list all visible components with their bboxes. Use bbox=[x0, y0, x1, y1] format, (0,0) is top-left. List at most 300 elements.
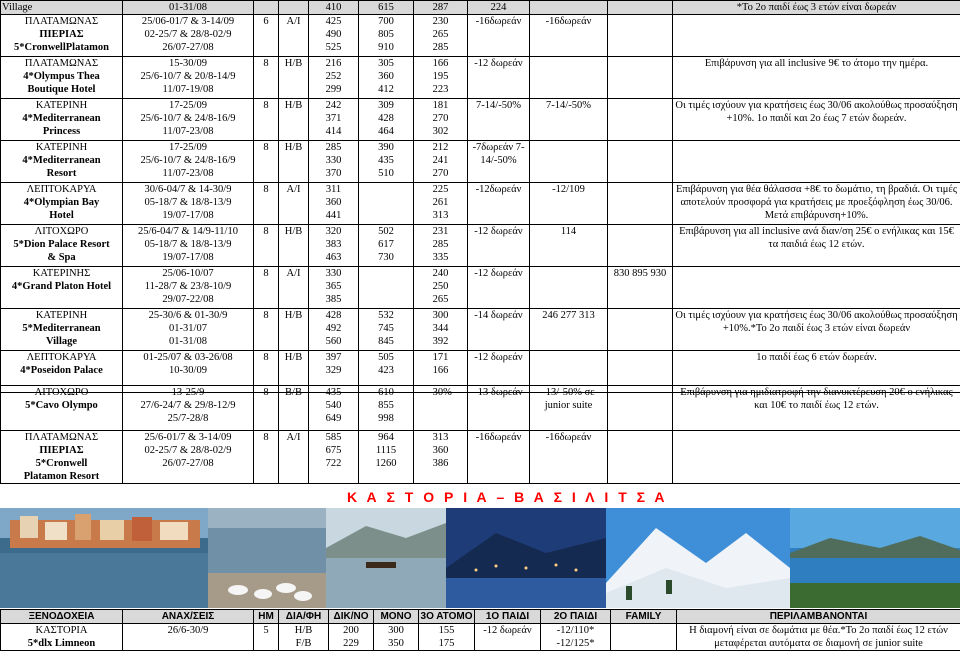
price-value: 225 bbox=[432, 184, 449, 195]
notes-cell: Οι τιμές ισχύουν για κρατήσεις έως 30/06 ακολούθως προσαύξηση +10%. 1ο παιδί και 2ο έως 7 ετών δωρεάν. bbox=[673, 99, 960, 141]
date-value: 25/6-10/7 & 24/8-16/9 bbox=[140, 155, 236, 166]
notes-cell: *Το 2ο παιδί έως 3 ετών είναι δωρεάν bbox=[673, 1, 960, 15]
board-cell: Η/Β bbox=[279, 351, 309, 393]
hotel-name bbox=[1, 431, 123, 484]
table-row bbox=[1, 431, 960, 484]
single-price-cell bbox=[359, 309, 414, 351]
price-value: -30% bbox=[429, 387, 452, 398]
hotel-name bbox=[1, 57, 123, 99]
column-header: ΞΕΝΟΔΟΧΕΙΑ bbox=[1, 610, 123, 624]
child1-cell: -13 δωρεάν bbox=[468, 386, 530, 431]
child1-cell: -12δωρεάν bbox=[468, 183, 530, 225]
child1-cell: -16δωρεάν bbox=[468, 431, 530, 484]
date-value: 29/07-22/08 bbox=[162, 294, 214, 305]
price-value: 299 bbox=[325, 84, 342, 95]
column-header: ΑΝΑΧ/ΣΕΙΣ bbox=[123, 610, 254, 624]
date-value: 25/6-10/7 & 20/8-14/9 bbox=[140, 71, 236, 82]
date-value: 25/06-10/07 bbox=[162, 268, 214, 279]
child1-cell: -7δωρεάν 7-14/-50% bbox=[468, 141, 530, 183]
child2-cell: 7-14/-50% bbox=[530, 99, 608, 141]
nights-cell: 8 bbox=[254, 267, 279, 309]
hotel-title: Boutique Hotel bbox=[27, 84, 96, 95]
price-value: 360 bbox=[378, 71, 394, 82]
notes-cell: Επιβάρυνση για θέα θάλασσα +8€ το δωμάτιο, τη βραδιά. Οι τιμές αποτελούν προσφορά για κρατήσεις με προεξόφληση έως 30/06. Μετά επιβάρυνση+10%. bbox=[673, 183, 960, 225]
price-value: 490 bbox=[325, 29, 342, 40]
single-price-cell bbox=[374, 624, 419, 651]
date-range: 01-31/08 bbox=[123, 1, 254, 15]
notes-cell bbox=[673, 141, 960, 183]
price-value: 302 bbox=[432, 126, 449, 137]
river-boat-photo bbox=[326, 508, 446, 608]
double-price-cell bbox=[309, 15, 359, 57]
nights-cell: 8 bbox=[254, 386, 279, 431]
table-header-row bbox=[1, 610, 960, 624]
third-price-cell bbox=[414, 386, 468, 431]
price-value: 610 bbox=[378, 387, 394, 398]
table-row bbox=[1, 57, 960, 99]
hotel-location: ΛΕΠΤΟΚΑΡΥΑ bbox=[26, 352, 97, 363]
column-header: 3Ο ΑΤΟΜΟ bbox=[419, 610, 475, 624]
third-person-cell bbox=[419, 624, 475, 651]
date-range bbox=[123, 141, 254, 183]
third-price-cell bbox=[414, 267, 468, 309]
price-value: 171 bbox=[432, 352, 449, 363]
date-value: 25/06-01/7 & 3-14/09 bbox=[141, 16, 235, 27]
date-value: 11-28/7 & 23/8-10/9 bbox=[144, 281, 232, 292]
hotel-location: ΚΑΤΕΡΙΝΗ bbox=[35, 100, 88, 111]
price-value: 441 bbox=[325, 210, 342, 221]
double-price-cell bbox=[329, 624, 374, 651]
board-cell: Η/Β bbox=[279, 57, 309, 99]
hotel-location: ΚΑΤΕΡΙΝΗ bbox=[35, 142, 88, 153]
family-cell bbox=[608, 225, 673, 267]
price-value: 250 bbox=[432, 281, 449, 292]
child2-cell bbox=[530, 57, 608, 99]
table-row bbox=[1, 309, 960, 351]
price-value: 371 bbox=[325, 113, 342, 124]
price-value: 181 bbox=[432, 100, 449, 111]
price-value: 492 bbox=[325, 323, 342, 334]
price-value: 435 bbox=[325, 387, 342, 398]
date-range bbox=[123, 386, 254, 431]
column-header: ΠΕΡΙΛΑΜΒΑΝΟΝΤΑΙ bbox=[677, 610, 960, 624]
board-value: F/B bbox=[295, 638, 312, 649]
hotel-title: 4*Mediterranean bbox=[22, 155, 101, 166]
date-value: 05-18/7 & 18/8-13/9 bbox=[144, 239, 232, 250]
price-value: 300 bbox=[388, 625, 404, 636]
price-value: 805 bbox=[378, 29, 394, 40]
price-value: 270 bbox=[432, 113, 449, 124]
third-price-cell bbox=[414, 225, 468, 267]
price-value: 540 bbox=[325, 400, 342, 411]
child2-cell: -16δωρεάν bbox=[530, 15, 608, 57]
date-range bbox=[123, 309, 254, 351]
date-range: 26/6-30/9 bbox=[123, 624, 254, 651]
child1-cell: -12 δωρεάν bbox=[468, 351, 530, 393]
third-price-cell bbox=[414, 431, 468, 484]
single-price-cell bbox=[359, 386, 414, 431]
child1-cell: -14 δωρεάν bbox=[468, 309, 530, 351]
child2-cell bbox=[530, 141, 608, 183]
date-value: 02-25/7 & 28/8-02/9 bbox=[144, 29, 232, 40]
hotel-title: & Spa bbox=[47, 252, 76, 263]
price-value: 285 bbox=[432, 239, 449, 250]
date-value: 30/6-04/7 & 14-30/9 bbox=[144, 184, 232, 195]
child2-cell: 114 bbox=[530, 225, 608, 267]
price-value: 412 bbox=[378, 84, 394, 95]
price-value: 311 bbox=[325, 184, 342, 195]
price-value: 649 bbox=[325, 413, 342, 424]
child1-cell: -12 δωρεάν bbox=[475, 624, 541, 651]
price-value: 252 bbox=[325, 71, 342, 82]
date-value: 11/07-23/08 bbox=[162, 126, 214, 137]
price-value: 195 bbox=[432, 71, 449, 82]
hotel-title: Platamon Resort bbox=[23, 471, 100, 482]
hotel-location: ΚΑΤΕΡΙΝΗ bbox=[35, 310, 88, 321]
hotel-title: 4*Olympus Thea bbox=[23, 71, 100, 82]
board-cell: Α/Ι bbox=[279, 431, 309, 484]
price-value: 392 bbox=[432, 336, 449, 347]
child2-cell: -12/109 bbox=[530, 183, 608, 225]
table-row bbox=[1, 99, 960, 141]
price-value: 425 bbox=[325, 16, 342, 27]
date-value: 01-25/07 & 03-26/08 bbox=[143, 352, 233, 363]
family-cell bbox=[608, 99, 673, 141]
child1-cell: -12 δωρεάν bbox=[468, 225, 530, 267]
nights-cell: 5 bbox=[254, 624, 279, 651]
price-value: 216 bbox=[325, 58, 342, 69]
price-value: 745 bbox=[378, 323, 394, 334]
price-value: 998 bbox=[378, 413, 394, 424]
price-value: 285 bbox=[432, 42, 449, 53]
date-range bbox=[123, 99, 254, 141]
price-value: 240 bbox=[432, 268, 449, 279]
price-table-mid bbox=[0, 385, 960, 484]
table-row bbox=[1, 1, 960, 15]
hotel-name bbox=[1, 141, 123, 183]
price-value: 265 bbox=[432, 294, 449, 305]
price-value: 617 bbox=[378, 239, 394, 250]
date-value: 26/07-27/08 bbox=[162, 42, 214, 53]
hotel-title: Village bbox=[45, 336, 78, 347]
notes-cell bbox=[673, 267, 960, 309]
child2-cell: -13/-50% σε junior suite bbox=[530, 386, 608, 431]
nights-cell: 8 bbox=[254, 351, 279, 393]
price-value: 428 bbox=[378, 113, 394, 124]
price-value: 390 bbox=[378, 142, 394, 153]
price-value: 910 bbox=[378, 42, 394, 53]
double-price-cell bbox=[309, 267, 359, 309]
column-header: 2Ο ΠΑΙΔΙ bbox=[541, 610, 611, 624]
hotel-title: 5*Mediterranean bbox=[22, 323, 101, 334]
price-value: -12/110* bbox=[556, 625, 595, 636]
family-cell bbox=[608, 386, 673, 431]
single-price-cell bbox=[359, 99, 414, 141]
price-value: 463 bbox=[325, 252, 342, 263]
hotel-name bbox=[1, 267, 123, 309]
family-cell bbox=[608, 431, 673, 484]
price-value: 330 bbox=[325, 268, 342, 279]
price-value: -12/125* bbox=[556, 638, 595, 649]
date-value: 25/7-28/8 bbox=[167, 413, 209, 424]
date-range bbox=[123, 15, 254, 57]
snow-mountain-photo bbox=[606, 508, 790, 608]
price-value: 560 bbox=[325, 336, 342, 347]
date-range bbox=[123, 57, 254, 99]
price-cell: 287 bbox=[414, 1, 468, 15]
family-cell: 830 895 930 bbox=[608, 267, 673, 309]
table-row bbox=[1, 386, 960, 431]
price-cell: 615 bbox=[359, 1, 414, 15]
date-value: 25/6-01/7 & 3-14/09 bbox=[144, 432, 232, 443]
column-header: ΗΜ bbox=[254, 610, 279, 624]
date-value: 17-25/09 bbox=[169, 100, 207, 111]
lake-town-photo bbox=[0, 508, 210, 608]
price-value: 330 bbox=[325, 155, 342, 166]
hotel-location: ΚΑΤΕΡΙΝΗΣ bbox=[32, 268, 91, 279]
hotel-name bbox=[1, 309, 123, 351]
price-value: 532 bbox=[378, 310, 394, 321]
single-price-cell bbox=[359, 141, 414, 183]
price-value: 230 bbox=[432, 16, 449, 27]
price-value: 722 bbox=[325, 458, 342, 469]
double-price-cell bbox=[309, 309, 359, 351]
single-price-cell bbox=[359, 431, 414, 484]
child1-cell: 7-14/-50% bbox=[468, 99, 530, 141]
hotel-name bbox=[1, 183, 123, 225]
price-value: 845 bbox=[378, 336, 394, 347]
section-title: Κ Α Σ Τ Ο Ρ Ι Α – Β Α Σ Ι Λ Ι Τ Σ Α bbox=[347, 489, 668, 505]
price-value: 270 bbox=[432, 168, 449, 179]
price-value: 964 bbox=[378, 432, 394, 443]
hotel-title: 5*CronwellPlatamon bbox=[14, 42, 109, 53]
price-value: 414 bbox=[325, 126, 342, 137]
price-value: 285 bbox=[325, 142, 342, 153]
date-value: 17-25/09 bbox=[169, 142, 207, 153]
price-value: 329 bbox=[325, 365, 342, 376]
double-price-cell bbox=[309, 57, 359, 99]
price-value: 383 bbox=[325, 239, 342, 250]
date-value: 01-31/08 bbox=[169, 336, 207, 347]
hotel-name bbox=[1, 99, 123, 141]
nights-cell: 8 bbox=[254, 57, 279, 99]
date-value: 19/07-17/08 bbox=[162, 252, 214, 263]
hotel-title: 4*Olympian Bay bbox=[23, 197, 100, 208]
date-range bbox=[123, 225, 254, 267]
price-cell: 410 bbox=[309, 1, 359, 15]
double-price-cell bbox=[309, 225, 359, 267]
price-value: 166 bbox=[432, 58, 449, 69]
price-value: 261 bbox=[432, 197, 449, 208]
price-value: 305 bbox=[378, 58, 394, 69]
child2-cell bbox=[541, 624, 611, 651]
date-value: 25-30/6 & 01-30/9 bbox=[148, 310, 228, 321]
child1-cell: -12 δωρεάν bbox=[468, 267, 530, 309]
board-cell: Α/Ι bbox=[279, 183, 309, 225]
notes-cell: Επιβάρυνση για ημιδιατροφή την διανυκτέρευση 20€ ο ενήλικας και 10€ το παιδί έως 12 ετών. bbox=[673, 386, 960, 431]
table-row bbox=[1, 225, 960, 267]
price-value: 1115 bbox=[375, 445, 397, 456]
date-value: 02-25/7 & 28/8-02/9 bbox=[144, 445, 232, 456]
price-value: 241 bbox=[432, 155, 449, 166]
board-cell: Α/Ι bbox=[279, 267, 309, 309]
photo-strip bbox=[0, 508, 960, 608]
hotel-title: 4*Grand Platon Hotel bbox=[11, 281, 112, 292]
double-price-cell bbox=[309, 431, 359, 484]
price-value: 525 bbox=[325, 42, 342, 53]
price-value: 700 bbox=[378, 16, 394, 27]
price-value: 313 bbox=[432, 210, 449, 221]
board-cell: Η/Β bbox=[279, 141, 309, 183]
price-value: 428 bbox=[325, 310, 342, 321]
single-price-cell bbox=[359, 15, 414, 57]
hotel-title: 5*Cavo Olympo bbox=[25, 400, 98, 411]
price-value: 502 bbox=[378, 226, 394, 237]
table-row bbox=[1, 624, 960, 651]
price-value: 386 bbox=[432, 458, 449, 469]
board-cell: Α/Ι bbox=[279, 15, 309, 57]
price-value: 675 bbox=[325, 445, 342, 456]
family-cell bbox=[608, 15, 673, 57]
date-range bbox=[123, 431, 254, 484]
nights-cell: 8 bbox=[254, 309, 279, 351]
hotel-location: ΠΛΑΤΑΜΩΝΑΣ bbox=[24, 16, 99, 27]
hotel-location: ΠΛΑΤΑΜΩΝΑΣ bbox=[24, 432, 99, 443]
date-value: 11/07-19/08 bbox=[162, 84, 214, 95]
date-value: 19/07-17/08 bbox=[162, 210, 214, 221]
price-value: 300 bbox=[432, 310, 449, 321]
date-value: 25/6-10/7 & 24/8-16/9 bbox=[140, 113, 236, 124]
night-town-photo bbox=[446, 508, 606, 608]
nights-cell: 8 bbox=[254, 99, 279, 141]
price-value: 335 bbox=[432, 252, 449, 263]
price-value: 155 bbox=[438, 625, 455, 636]
single-price-cell bbox=[359, 183, 414, 225]
table-row bbox=[1, 183, 960, 225]
hotel-title: ΠΙΕΡΙΑΣ bbox=[39, 445, 84, 456]
price-value: 1260 bbox=[375, 458, 397, 469]
price-value: 360 bbox=[432, 445, 449, 456]
date-value: 15-30/09 bbox=[169, 58, 207, 69]
hotel-location: ΠΛΑΤΑΜΩΝΑΣ bbox=[24, 58, 99, 69]
hotel-title: 4*Poseidon Palace bbox=[20, 365, 103, 376]
double-price-cell bbox=[309, 141, 359, 183]
third-price-cell bbox=[414, 15, 468, 57]
single-price-cell bbox=[359, 225, 414, 267]
hotel-name bbox=[1, 15, 123, 57]
price-value: 231 bbox=[432, 226, 449, 237]
hotel-title: Hotel bbox=[49, 210, 74, 221]
price-value: 320 bbox=[325, 226, 342, 237]
nights-cell: 6 bbox=[254, 15, 279, 57]
column-header: ΜΟΝΟ bbox=[374, 610, 419, 624]
price-value: 166 bbox=[432, 365, 449, 376]
third-price-cell bbox=[414, 309, 468, 351]
third-price-cell bbox=[414, 141, 468, 183]
column-header: ΔΙΚ/ΝΟ bbox=[329, 610, 374, 624]
price-value: 397 bbox=[325, 352, 342, 363]
price-value: 200 bbox=[343, 625, 359, 636]
price-value: 585 bbox=[325, 432, 342, 443]
price-value: 309 bbox=[378, 100, 394, 111]
hotel-name: Village bbox=[1, 1, 123, 15]
hotel-title: 4*Mediterranean bbox=[22, 113, 101, 124]
hotel-title: Princess bbox=[42, 126, 81, 137]
hotel-name bbox=[1, 624, 123, 651]
date-value: 27/6-24/7 & 29/8-12/9 bbox=[140, 400, 236, 411]
notes-cell bbox=[673, 15, 960, 57]
column-header: 1Ο ΠΑΙΔΙ bbox=[475, 610, 541, 624]
board-cell bbox=[279, 624, 329, 651]
price-cell: 224 bbox=[468, 1, 530, 15]
price-value: 855 bbox=[378, 400, 394, 411]
notes-cell: Οι τιμές ισχύουν για κρατήσεις έως 30/06 ακολούθως προσαύξηση +10%.*Το 2ο παιδί έως 3 ετών είναι δωρεάν bbox=[673, 309, 960, 351]
family-cell bbox=[611, 624, 677, 651]
notes-cell: Επιβάρυνση για all inclusive 9€ το άτομο την ημέρα. bbox=[673, 57, 960, 99]
hotel-name bbox=[1, 225, 123, 267]
board-cell: Β/Β bbox=[279, 386, 309, 431]
price-value: 730 bbox=[378, 252, 394, 263]
price-value: 242 bbox=[325, 100, 342, 111]
single-price-cell bbox=[359, 267, 414, 309]
nights-cell: 8 bbox=[254, 225, 279, 267]
column-header: FAMILY bbox=[611, 610, 677, 624]
hotel-location: ΛΙΤΟΧΩΡΟ bbox=[34, 387, 89, 398]
date-range bbox=[123, 267, 254, 309]
hotel-title: 5*Dion Palace Resort bbox=[13, 239, 110, 250]
family-cell bbox=[608, 141, 673, 183]
hotel-location: ΛΕΠΤΟΚΑΡΥΑ bbox=[26, 184, 97, 195]
family-cell bbox=[608, 183, 673, 225]
price-value: 229 bbox=[343, 638, 359, 649]
price-value: 423 bbox=[378, 365, 394, 376]
child2-cell bbox=[530, 267, 608, 309]
price-value: 464 bbox=[378, 126, 394, 137]
price-value: 385 bbox=[325, 294, 342, 305]
hotel-title: 5*dlx Limneon bbox=[27, 638, 96, 649]
nights-cell: 8 bbox=[254, 431, 279, 484]
date-value: 26/07-27/08 bbox=[162, 458, 214, 469]
price-value: 175 bbox=[438, 638, 455, 649]
hotel-title: ΠΙΕΡΙΑΣ bbox=[39, 29, 84, 40]
date-value: 11/07-23/08 bbox=[162, 168, 214, 179]
third-price-cell bbox=[414, 183, 468, 225]
price-value: 223 bbox=[432, 84, 449, 95]
double-price-cell bbox=[309, 386, 359, 431]
date-value: 01-31/07 bbox=[169, 323, 207, 334]
family-cell bbox=[608, 57, 673, 99]
price-table-bottom bbox=[0, 609, 960, 651]
board-cell: Η/Β bbox=[279, 309, 309, 351]
child1-cell: -12 δωρεάν bbox=[468, 57, 530, 99]
board-cell: Η/Β bbox=[279, 225, 309, 267]
price-value: 212 bbox=[432, 142, 449, 153]
single-price-cell bbox=[359, 57, 414, 99]
child2-cell: -16δωρεάν bbox=[530, 431, 608, 484]
notes-cell: Επιβάρυνση για all inclusive ανά διαν/ση 25€ ο ενήλικας και 15€ τα παιδιά έως 12 ετών. bbox=[673, 225, 960, 267]
lake-view-photo bbox=[790, 508, 960, 608]
price-value: 344 bbox=[432, 323, 449, 334]
notes-cell: Η διαμονή είναι σε δωμάτια με θέα.*Το 2ο παιδί έως 12 ετών μεταφέρεται αυτόματα σε διαμονή σε junior suite bbox=[677, 624, 960, 651]
price-value: 350 bbox=[388, 638, 404, 649]
notes-cell bbox=[673, 431, 960, 484]
column-header: ΔΙΑ/ΦΗ bbox=[279, 610, 329, 624]
child2-cell: 246 277 313 bbox=[530, 309, 608, 351]
third-price-cell bbox=[414, 99, 468, 141]
price-value: 505 bbox=[378, 352, 394, 363]
table-row bbox=[1, 267, 960, 309]
price-value: 370 bbox=[325, 168, 342, 179]
